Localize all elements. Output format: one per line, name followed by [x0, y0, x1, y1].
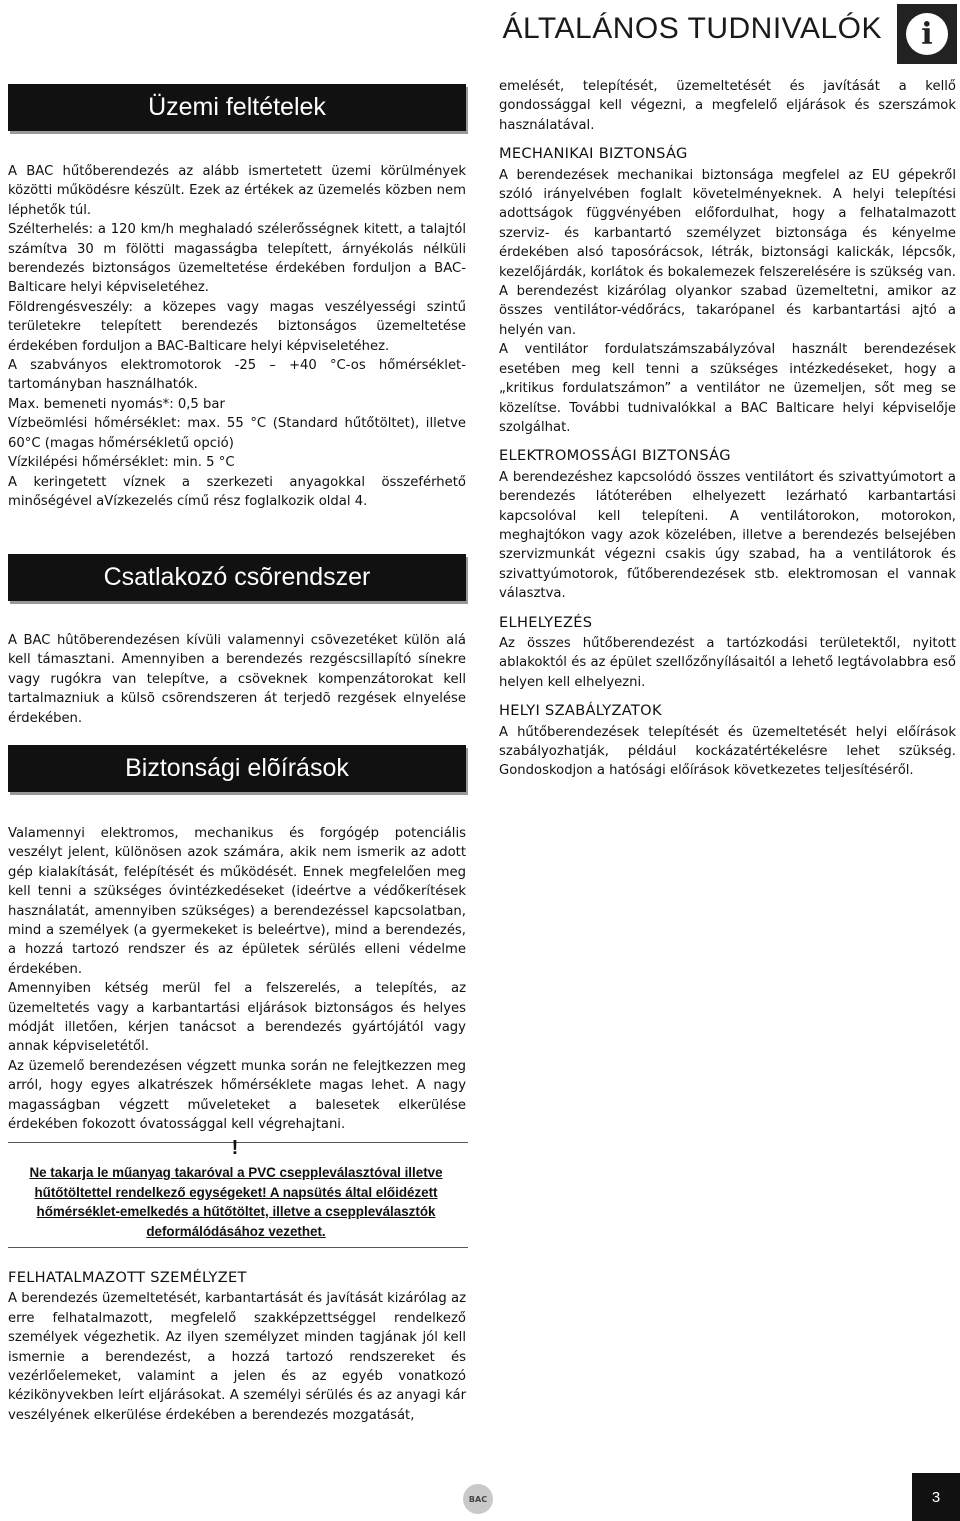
bac-logo: BAC	[463, 1484, 493, 1514]
paragraph: A berendezéshez kapcsolódó összes ventilátort és szivattyúmotort a berendezés látóterében elhelyezett lezárható karbantartási kapcsolóval kell telepíteni. A ventilátorokon, motorokon, meghajtókon vagy azok közelében, illetve a berendezés belsejében szervizmunkát végezni csakis úgy szabad, ha a ventilátorok és szivattyúmotorok, fűtőberendezések stb. elektromosan el vannak választva.	[499, 469, 956, 602]
paragraph: Vízbeömlési hőmérséklet: max. 55 °C (Standard hűtőtöltet), illetve 60°C (magas hőmérsékletű opció)	[8, 416, 466, 451]
intro-paragraph: emelését, telepítését, üzemeltetését és javítását a kellő gondossággal kell végezni, a megfelelő eljárások és szerszámok használatával.	[499, 79, 956, 133]
paragraph: A BAC hûtõberendezésen kívüli valamennyi csõvezetéket külön alá kell támasztani. Amennyiben a berendezés rezgéscsillapító sínekre vagy rugókra van telepítve, a csöveknek kompenzátorokat kell tartalmazniuk a külsõ csõrendszeren át terjedõ rezgések elnyelése érdekében.	[8, 633, 466, 726]
paragraph: A berendezés üzemeltetését, karbantartását és javítását kizárólag az erre felhatalmazott, megfelelő szakképzettséggel rendelkező személyek végezhetik. Az ilyen személyzet minden tagjának jól kell ismernie a berendezést, a hozzá tartozó rendszereket és vezérlőelemeket, valamint a jelen és az egyéb vonatkozó kézikönyvekben leírt eljárásokat. A személyi sérülés és az anyagi kár veszélyének elkerülése érdekében a berendezés mozgatását,	[8, 1291, 466, 1423]
operating-conditions-banner	[8, 84, 466, 131]
safety-banner	[8, 745, 466, 792]
page-header	[0, 0, 960, 72]
paragraph: Szélterhelés: a 120 km/h meghaladó szélerősségnek kitett, a talajtól számítva 30 m fölötti magasságba telepített, árnyékolás nélküli berendezés biztonságos üzemeltetése érdekében forduljon a BAC-Balticare helyi képviseletéhez.	[8, 222, 466, 296]
authorized-personnel-heading: FELHATALMAZOTT SZEMÉLYZET	[8, 1269, 247, 1286]
warning-text: Ne takarja le műanyag takaróval a PVC cseppleválasztóval illetve hűtőtöltettel rendelkező egységeket! A napsütés által előidézett hőmérséklet-emelkedés a hűtőtöltet, illetve a cseppleválasztók deformálódásához vezethet.	[29, 1165, 443, 1239]
paragraph: Amennyiben kétség merül fel a felszerelés, a telepítés, az üzemeltetés vagy a karbantartási eljárások biztonságos és helyes módját illetően, kérjen tanácsot a berendezés gyártójától vagy annak képviseletétől.	[8, 981, 466, 1055]
mechanical-safety-heading: MECHANIKAI BIZTONSÁG	[499, 145, 688, 163]
info-icon: i	[906, 13, 948, 55]
paragraph: A ventilátor fordulatszámszabályzóval használt berendezések esetében meg kell tenni a szükséges intézkedéseket, hogy a „kritikus fordulatszámon” a ventilátor ne üzemeljen, sőt meg se közelítse. További tudnivalókkal a BAC Balticare helyi képviselője szolgálhat.	[499, 342, 956, 435]
location-heading: ELHELYEZÉS	[499, 613, 593, 631]
electrical-safety-heading: ELEKTROMOSSÁGI BIZTONSÁG	[499, 447, 731, 465]
safety-text	[8, 824, 466, 1135]
piping-text	[8, 631, 466, 728]
page-number: 3	[912, 1473, 960, 1521]
local-regulations-heading: HELYI SZABÁLYZATOK	[499, 702, 662, 720]
paragraph: Vízkilépési hőmérséklet: min. 5 °C	[8, 455, 235, 471]
warning-icon: !	[231, 1137, 239, 1159]
operating-conditions-title: Üzemi feltételek	[148, 93, 326, 121]
paragraph: Földrengésveszély: a közepes vagy magas veszélyességi szintű területekre telepített berendezés biztonságos üzemeltetése érdekében forduljon a BAC-Balticare helyi képviseletéhez.	[8, 299, 466, 354]
paragraph: A BAC hűtőberendezés az alább ismertetett üzemi körülmények közötti működésre készült. Ezek az értékek az üzemelés közben nem léphetők túl.	[8, 164, 466, 218]
paragraph: Az üzemelő berendezésen végzett munka során ne felejtkezzen meg arról, hogy egyes alkatrészek hőmérséklete magas lehet. A nagy magasságban végzett műveleteket a balesetek elkerülése érdekében fokozott óvatossággal kell végrehajtani.	[8, 1058, 466, 1133]
warning-bottom-rule	[8, 1247, 468, 1248]
paragraph: Az összes hűtőberendezést a tartózkodási területektől, nyitott ablakoktól és az épület szellőzőnyílásaitól a lehető legtávolabbra eső helyen kell elhelyezni.	[499, 635, 956, 690]
piping-banner	[8, 554, 466, 601]
paragraph: Valamennyi elektromos, mechanikus és forgógép potenciális veszélyt jelent, különösen azok számára, akik nem ismerik az adott gép kialakítását, felépítését és működését. Ennek megfelelően meg kell tenni a szükséges óvintézkedéseket (ideértve a védőkerítések használatát, amennyiben szükséges) a berendezéssel kapcsolatban, mind a személyek (a gyermekeket is beleértve), mind a berendezés, a hozzá tartozó rendszer és az épületek sérülés elleni védelme érdekében.	[8, 826, 466, 977]
page-title: ÁLTALÁNOS TUDNIVALÓK	[502, 12, 882, 45]
paragraph: A hűtőberendezések telepítését és üzemeltetését helyi előírások szabályozhatják, például kockázatértékelésre lehet szükség. Gondoskodjon a hatósági előírások következetes teljesítéséről.	[499, 724, 956, 779]
safety-title: Biztonsági elõírások	[125, 754, 349, 782]
piping-title: Csatlakozó csõrendszer	[103, 563, 371, 591]
paragraph: Max. bemeneti nyomás*: 0,5 bar	[8, 396, 225, 412]
authorized-personnel-section	[8, 1262, 466, 1425]
paragraph: A keringetett víznek a szerkezeti anyagokkal összeférhető minőségével aVízkezelés című rész foglalkozik oldal 4.	[8, 474, 466, 509]
info-badge	[897, 4, 957, 64]
operating-conditions-text	[8, 162, 466, 511]
right-column	[499, 77, 956, 781]
paragraph: A szabványos elektromotorok -25 – +40 °C-os hőmérséklet-tartományban használhatók.	[8, 358, 466, 393]
paragraph: A berendezések mechanikai biztonsága megfelel az EU gépekről szóló irányelvében foglalt követelményeknek. A helyi telepítési adottságok függvényében előfordulhat, hogy a felhatalmazott szerviz- és karbantartó személyzet biztonsága és kényelme érdekében alsó taposórácsok, létrák, biztonsági kalickák, lépcsők, kezelőjárdák, korlátok és bokalemezek felszerelésére is szükség van. A berendezést kizárólag olyankor szabad üzemeltetni, amikor az összes ventilátor-védőrács, takarópanel és karbantartási ajtó a helyén van.	[499, 167, 956, 338]
warning-box	[0, 1125, 470, 1250]
